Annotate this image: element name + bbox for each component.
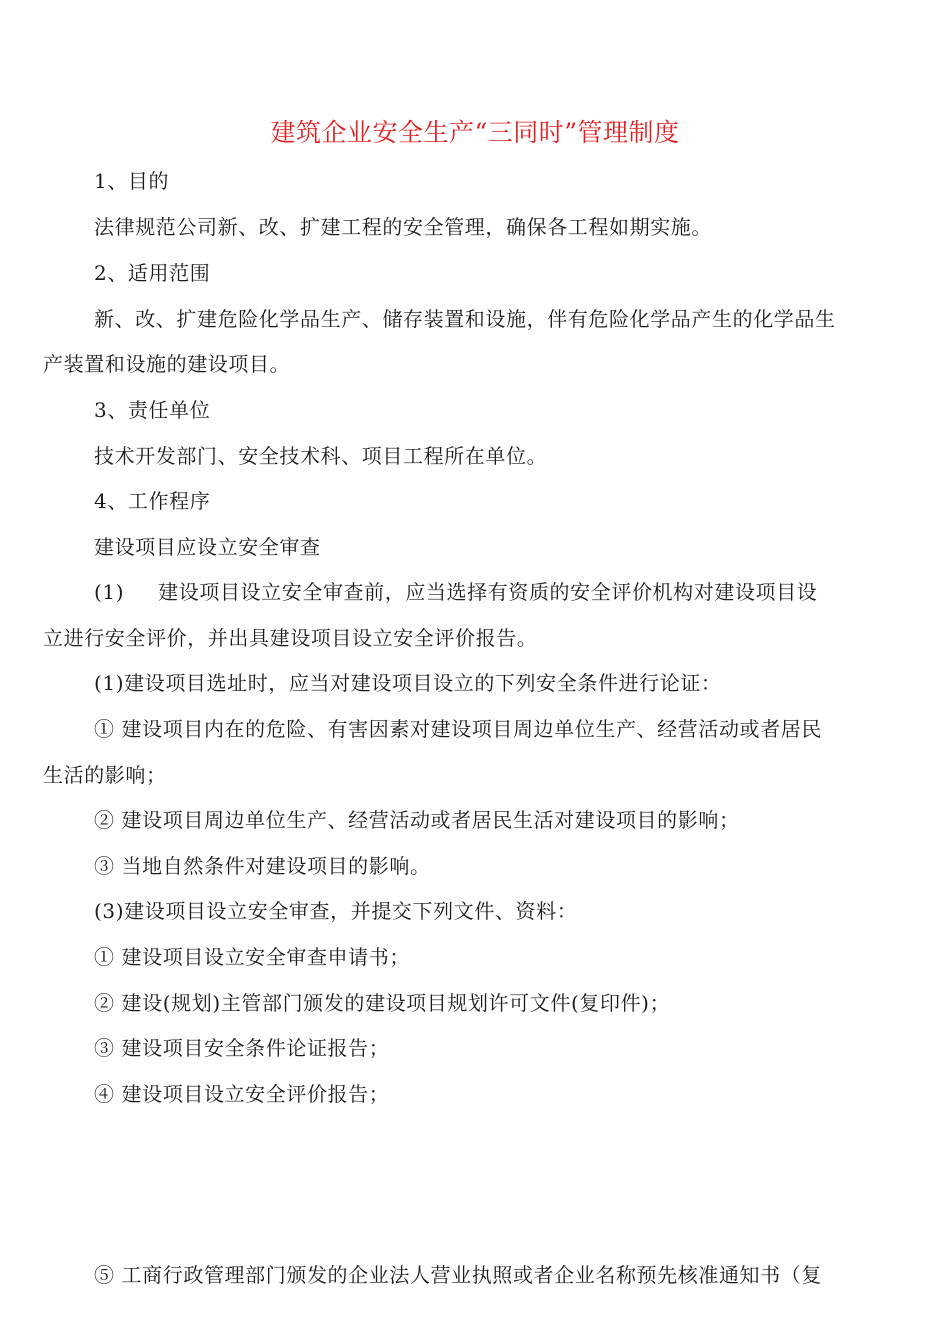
paragraph-procedure-intro: 建设项目应设立安全审查 [94,535,321,559]
section-heading-responsible: 3、责任单位 [94,398,211,422]
paragraph-purpose: 法律规范公司新、改、扩建工程的安全管理，确保各工程如期实施。 [94,215,712,239]
list-item-3-sub-2: ② 建设(规划)主管部门颁发的建设项目规划许可文件(复印件)； [94,991,671,1015]
list-item-3: (3)建设项目设立安全审查，并提交下列文件、资料： [94,899,578,923]
section-heading-procedure: 4、工作程序 [94,489,211,513]
list-item-1-marker: (1) [94,580,125,604]
list-item-2-sub-2: ② 建设项目周边单位生产、经营活动或者居民生活对建设项目的影响； [94,808,740,832]
list-item-3-sub-4: ④ 建设项目设立安全评价报告； [94,1082,390,1106]
list-item-3-sub-1: ① 建设项目设立安全审查申请书； [94,945,410,969]
list-item-3-sub-3: ③ 建设项目安全条件论证报告； [94,1036,390,1060]
list-item-2: (1)建设项目选址时，应当对建设项目设立的下列安全条件进行论证： [94,671,722,695]
list-item-1 [94,577,817,607]
list-item-2-sub-1: ① 建设项目内在的危险、有害因素对建设项目周边单位生产、经营活动或者居民 [94,717,822,741]
list-item-1-text: 建设项目设立安全审查前，应当选择有资质的安全评价机构对建设项目设 [158,580,818,604]
paragraph-responsible: 技术开发部门、安全技术科、项目工程所在单位。 [94,444,548,468]
paragraph-scope-line-2: 产装置和设施的建设项目。 [43,352,291,376]
list-item-2-sub-1-continuation: 生活的影响； [43,763,167,787]
section-heading-scope: 2、适用范围 [94,261,211,285]
list-item-2-sub-3: ③ 当地自然条件对建设项目的影响。 [94,854,431,878]
list-item-3-sub-5: ⑤ 工商行政管理部门颁发的企业法人营业执照或者企业名称预先核准通知书（复 [94,1263,822,1287]
list-item-1-continuation: 立进行安全评价，并出具建设项目设立安全评价报告。 [43,626,538,650]
document-title: 建筑企业安全生产“三同时”管理制度 [270,118,680,147]
section-heading-purpose: 1、目的 [94,169,170,193]
paragraph-scope-line-1: 新、改、扩建危险化学品生产、储存装置和设施，伴有危险化学品产生的化学品生 [94,307,836,331]
